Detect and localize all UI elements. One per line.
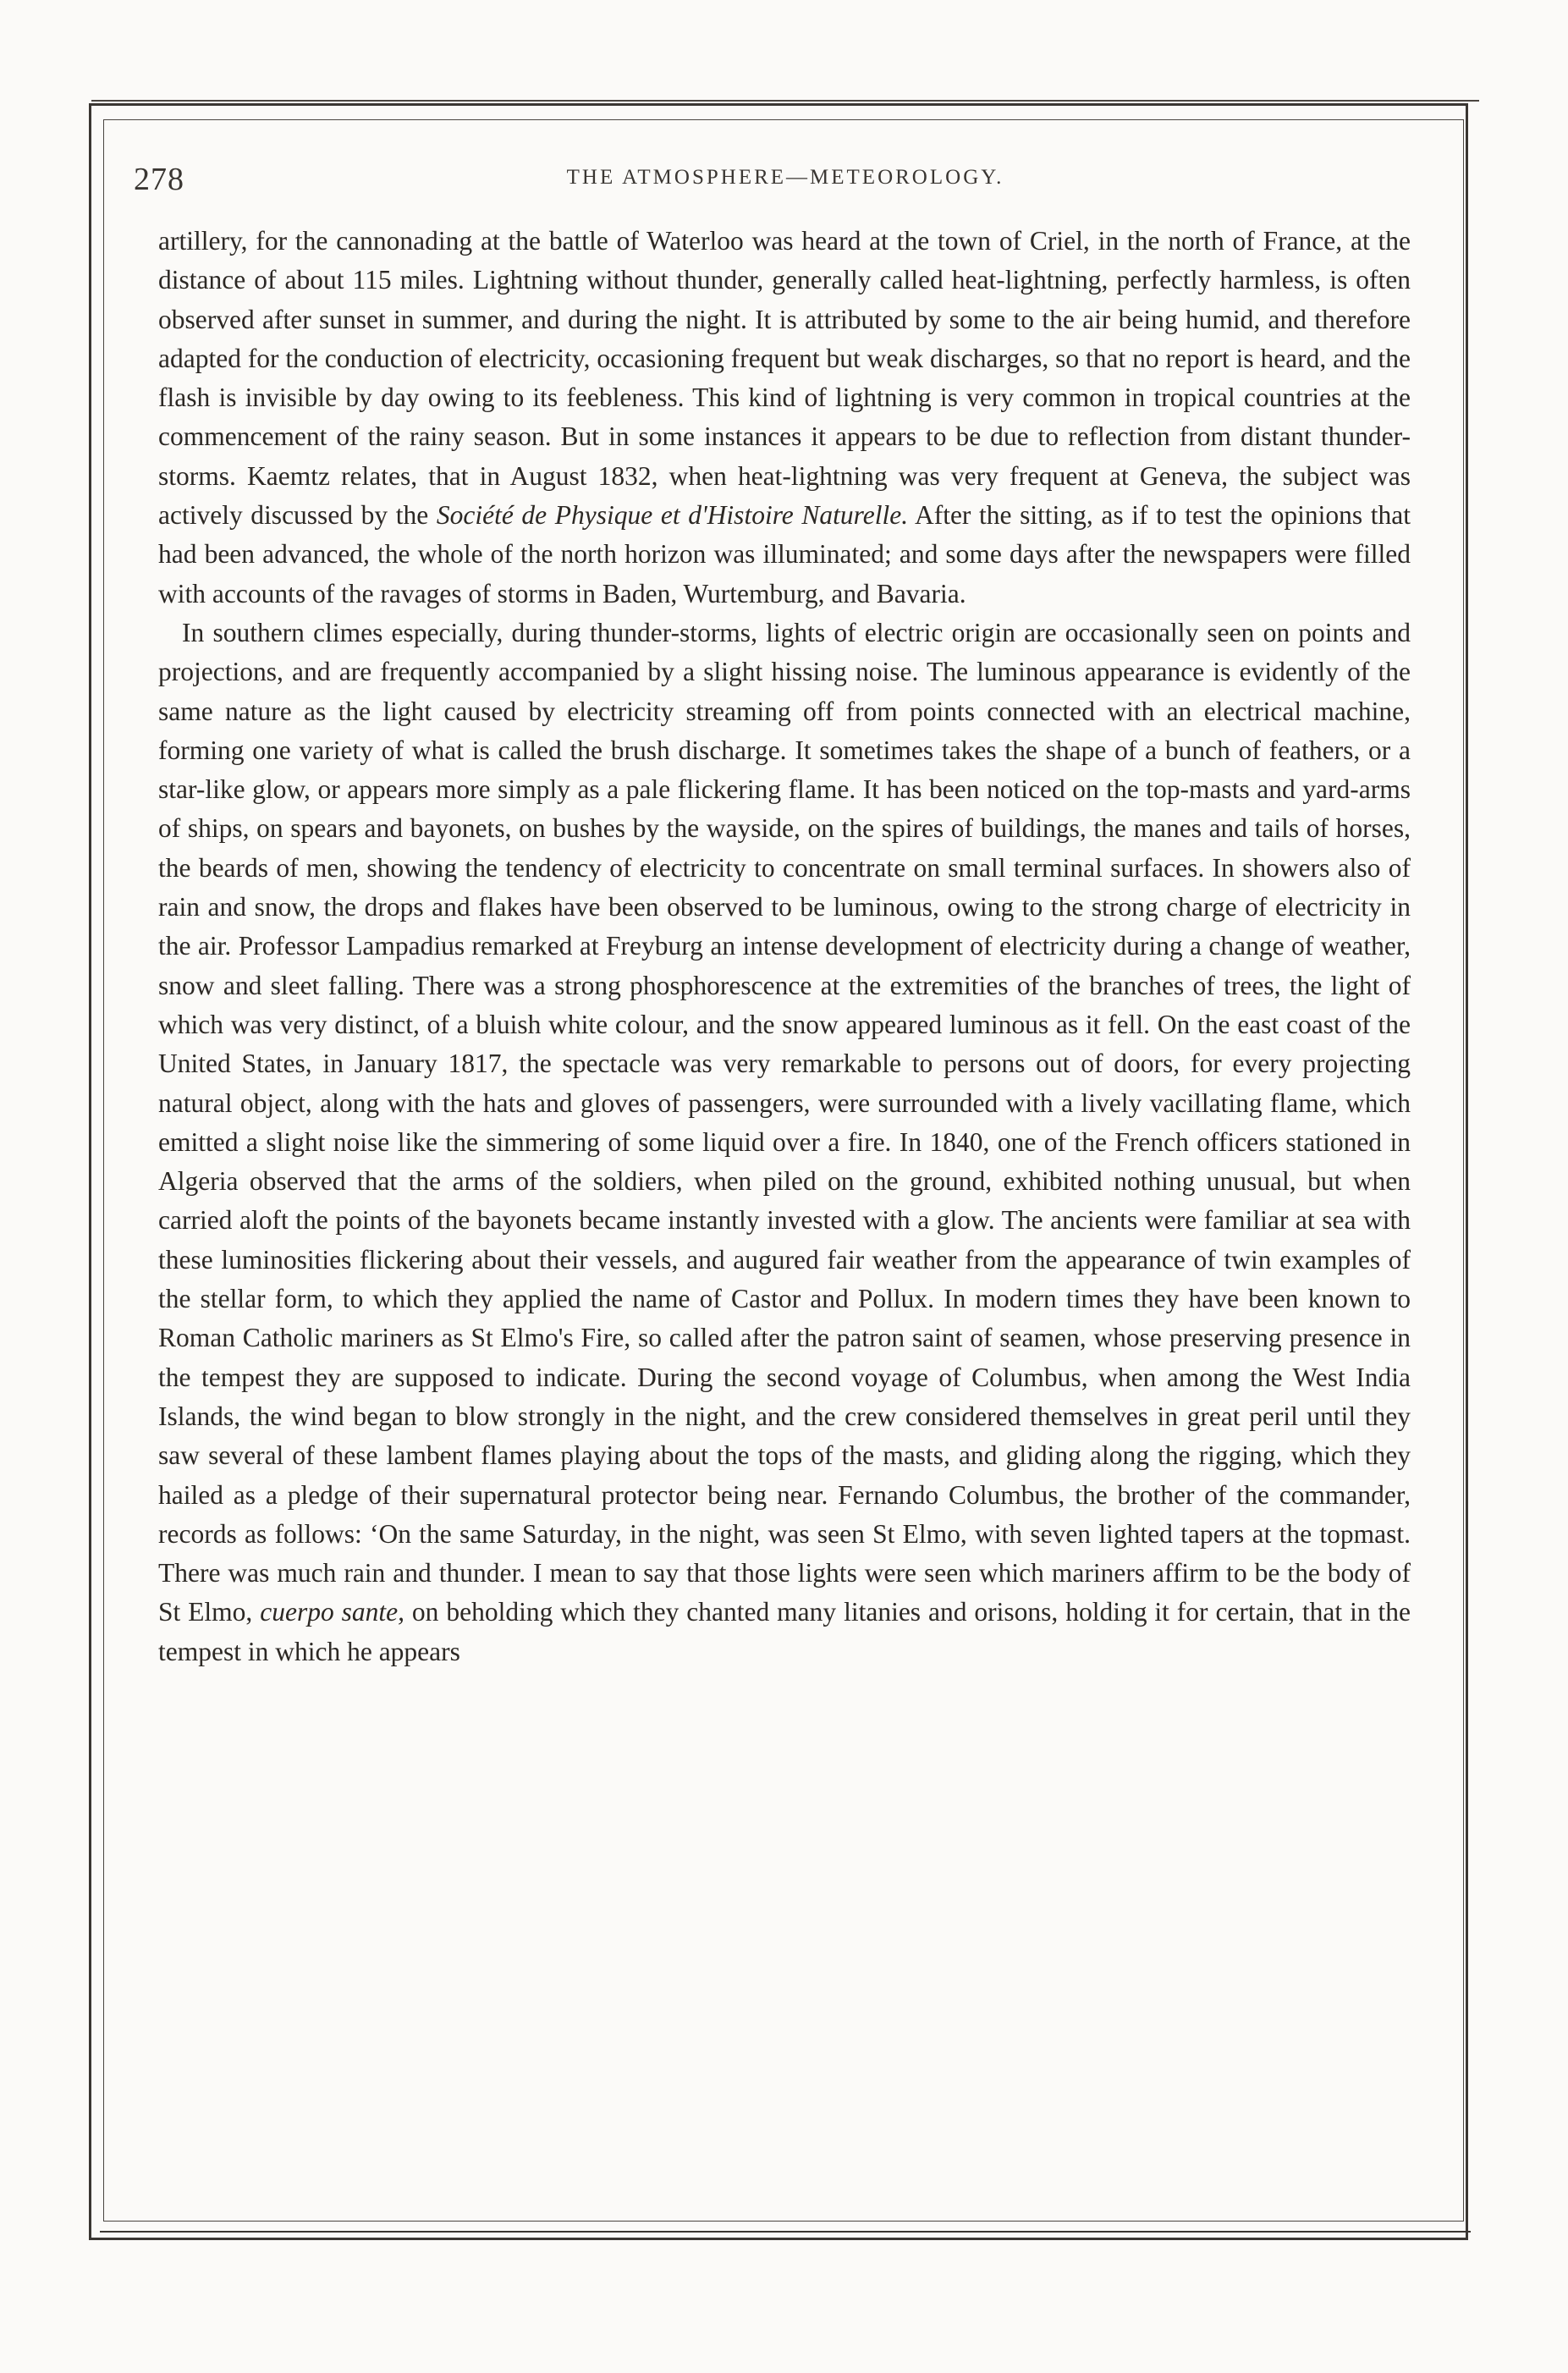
frame-bottom-rule: [100, 2231, 1471, 2233]
page-header: [134, 152, 1437, 195]
paragraph-1-italic: Société de Physique et d'Histoire Naturelle.: [436, 500, 909, 531]
paragraph-2-text-a: In southern climes especially, during thunder-storms, lights of electric origin are occasionally seen on points and projections, and are frequently accompanied by a slight hissing noise. The luminous appearance is evidently of the same nature as the light caused by electricity streaming off from points connected with an electrical machine, forming one variety of what is called the brush discharge. It sometimes takes the shape of a bunch of feathers, or a star-like glow, or appears more simply as a pale flickering flame. It has been noticed on the top-masts and yard-arms of ships, on spears and bayonets, on bushes by the wayside, on the spires of buildings, the manes and tails of horses, the beards of men, showing the tendency of electricity to concentrate on small terminal surfaces. In showers also of rain and snow, the drops and flakes have been observed to be luminous, owing to the strong charge of electricity in the air. Professor Lampadius remarked at Freyburg an intense development of electricity during a change of weather, snow and sleet falling. There was a strong phosphorescence at the extremities of the branches of trees, the light of which was very distinct, of a bluish white colour, and the snow appeared luminous as it fell. On the east coast of the United States, in January 1817, the spectacle was very remarkable to persons out of doors, for every projecting natural object, along with the hats and gloves of passengers, were surrounded with a lively vacillating flame, which emitted a slight noise like the simmering of some liquid over a fire. In 1840, one of the French officers stationed in Algeria observed that the arms of the soldiers, when piled on the ground, exhibited nothing unusual, but when carried aloft the points of the bayonets became instantly invested with a glow. The ancients were familiar at sea with these luminosities flickering about their vessels, and augured fair weather from the appearance of twin examples of the stellar form, to which they applied the name of Castor and Pollux. In modern times they have been known to Roman Catholic mariners as St Elmo's Fire, so called after the patron saint of seamen, whose preserving presence in the tempest they are supposed to indicate. During the second voyage of Columbus, when among the West India Islands, the wind began to blow strongly in the night, and the crew considered themselves in great peril until they saw several of these lambent flames playing about the tops of the masts, and gliding along the rigging, which they hailed as a pledge of their supernatural protector being near. Fernando Columbus, the brother of the commander, records as follows: ‘On the same Saturday, in the night, was seen St Elmo, with seven lighted tapers at the topmast. There was much rain and thunder. I mean to say that those lights were seen which mariners affirm to be the body of St Elmo,: [158, 617, 1411, 1627]
paragraph-2-text-b: on beholding which they chanted many litanies and orisons, holding it for certain, that in the tempest in which he appears: [158, 1597, 1411, 1666]
paragraph-2: [158, 614, 1411, 1671]
paragraph-1-text-a: artillery, for the cannonading at the battle of Waterloo was heard at the town of Criel, in the north of France, at the distance of about 115 miles. Lightning without thunder, generally called heat-lightning, perfectly harmless, is often observed after sunset in summer, and during the night. It is attributed by some to the air being humid, and therefore adapted for the conduction of electricity, occasioning frequent but weak discharges, so that no report is heard, and the flash is invisible by day owing to its feebleness. This kind of lightning is very common in tropical countries at the commencement of the rainy season. But in some instances it appears to be due to reflection from distant thunder-storms. Kaemtz relates, that in August 1832, when heat-lightning was very frequent at Geneva, the subject was actively discussed by the: [158, 226, 1411, 531]
body-text: [158, 222, 1411, 1671]
running-head: THE ATMOSPHERE—METEOROLOGY.: [566, 166, 1004, 189]
page-number: 278: [134, 162, 184, 197]
paragraph-2-italic: cuerpo sante,: [260, 1597, 404, 1627]
frame-top-rule: [91, 100, 1479, 102]
paragraph-1-text-b: After the sitting, as if to test the opinions that had been advanced, the whole of the north horizon was illuminated; and some days after the newspapers were filled with accounts of the ravages of storms in Baden, Wurtemburg, and Bavaria.: [158, 500, 1411, 608]
paragraph-1: [158, 222, 1411, 614]
